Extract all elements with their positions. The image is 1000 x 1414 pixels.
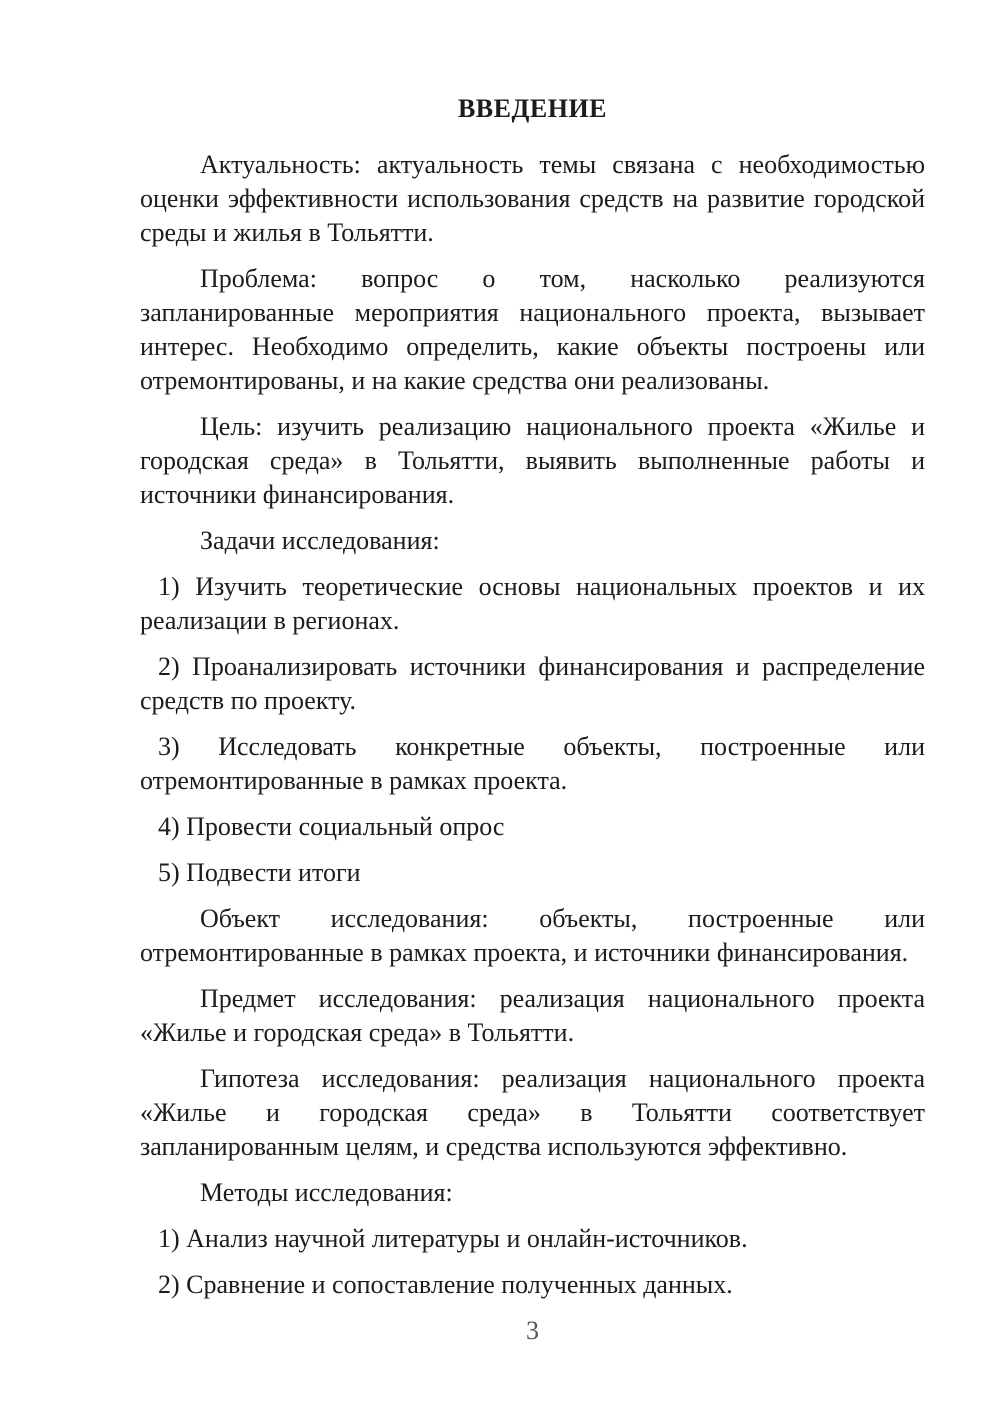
paragraph-hypothesis: Гипотеза исследования: реализация национального проекта «Жилье и городская среда» в Тольятти соответствует запланированным целям, и средства используются эффективно. [140,1064,925,1161]
paragraph-actuality: Актуальность: актуальность темы связана с необходимостью оценки эффективности использования средств на развитие городской среды и жилья в Тольятти. [140,150,925,247]
task-item-2: 2) Проанализировать источники финансирования и распределение средств по проекту. [140,652,925,715]
paragraph-object: Объект исследования: объекты, построенные или отремонтированные в рамках проекта, и источники финансирования. [140,904,925,967]
paragraph-problem: Проблема: вопрос о том, насколько реализуются запланированные мероприятия национального проекта, вызывает интерес. Необходимо определить, какие объекты построены или отремонтированы, и на какие средства они реализованы. [140,264,925,395]
task-item-1: 1) Изучить теоретические основы национальных проектов и их реализации в регионах. [140,572,925,635]
task-item-4: 4) Провести социальный опрос [158,812,505,841]
page-title: ВВЕДЕНИЕ [457,94,608,123]
page-number: 3 [526,1316,539,1345]
paragraph-goal: Цель: изучить реализацию национального проекта «Жилье и городская среда» в Тольятти, выявить выполненные работы и источники финансирования. [140,412,925,509]
method-item-2: 2) Сравнение и сопоставление полученных данных. [158,1270,733,1299]
paragraph-tasks-heading: Задачи исследования: [200,526,440,555]
task-item-5: 5) Подвести итоги [158,858,361,887]
paragraph-methods-heading: Методы исследования: [200,1178,453,1207]
paragraph-subject: Предмет исследования: реализация национального проекта «Жилье и городская среда» в Тольятти. [140,984,925,1047]
task-item-3: 3) Исследовать конкретные объекты, построенные или отремонтированные в рамках проекта. [140,732,925,795]
method-item-1: 1) Анализ научной литературы и онлайн-источников. [158,1224,748,1253]
